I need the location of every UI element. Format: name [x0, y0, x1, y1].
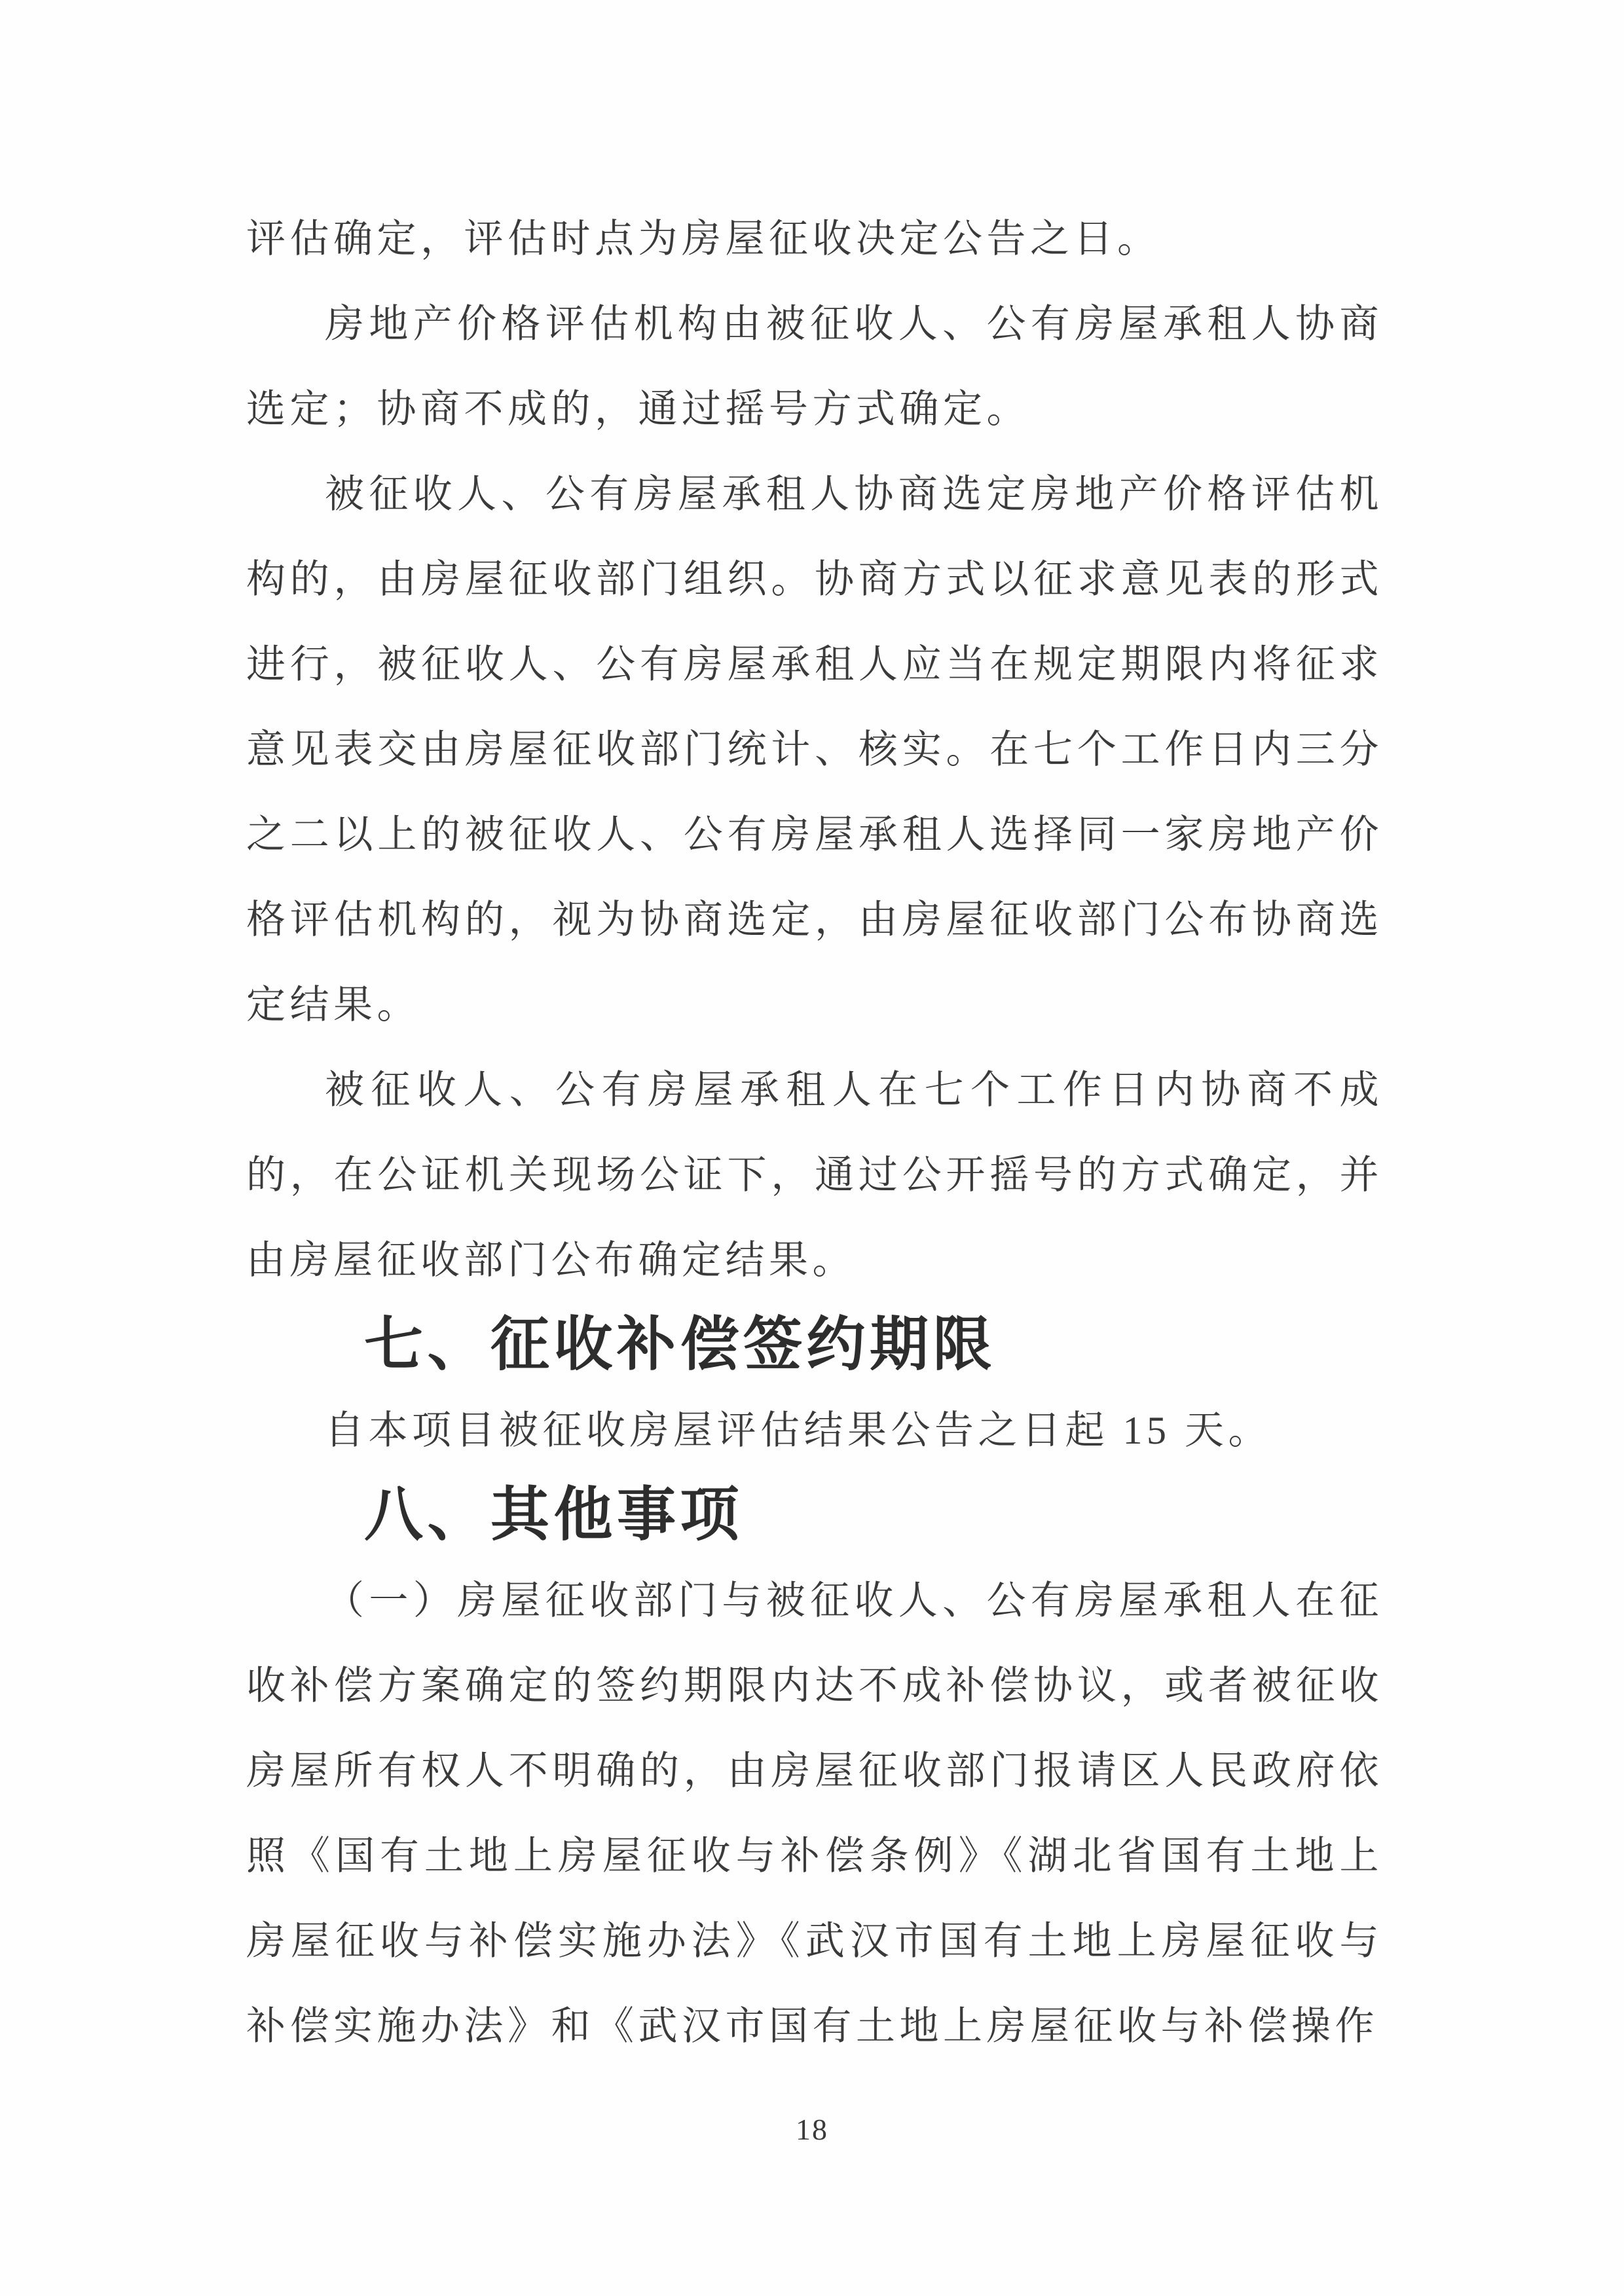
- paragraph-continued-from-previous-page: 评估确定，评估时点为房屋征收决定公告之日。: [246, 217, 1161, 261]
- paragraph-negotiated-selection-process: 被征收人、公有房屋承租人协商选定房地产价格评估机构的，由房屋征收部门组织。协商方式以征求意见表的形式进行，被征收人、公有房屋承租人应当在规定期限内将征求意见表交由房屋征收部门统计、核实。在七个工作日内三分之二以上的被征收人、公有房屋承租人选择同一家房地产价格评估机构的，视为协商选定，由房屋征收部门公布协商选定结果。: [246, 473, 1383, 1027]
- document-body: [246, 196, 1383, 2069]
- paragraph-lottery-fallback: 被征收人、公有房屋承租人在七个工作日内协商不成的，在公证机关现场公证下，通过公开摇号的方式确定，并由房屋征收部门公布确定结果。: [246, 1068, 1383, 1282]
- section-heading-eight-other-matters: 八、其他事项: [364, 1483, 743, 1548]
- page-footer: [0, 2112, 1624, 2147]
- paragraph-appraisal-agency-selection: 房地产价格评估机构由被征收人、公有房屋承租人协商选定；协商不成的，通过摇号方式确定。: [246, 302, 1383, 431]
- paragraph-deadline-15-days: 自本项目被征收房屋评估结果公告之日起 15 天。: [325, 1409, 1272, 1452]
- paragraph-other-matters-item-one: （一）房屋征收部门与被征收人、公有房屋承租人在征收补偿方案确定的签约期限内达不成补偿协议，或者被征收房屋所有权人不明确的，由房屋征收部门报请区人民政府依照《国有土地上房屋征收与补偿条例》《湖北省国有土地上房屋征收与补偿实施办法》《武汉市国有土地上房屋征收与补偿实施办法》和《武汉市国有土地上房屋征收与补偿操作: [246, 1579, 1383, 2048]
- section-heading-seven-signing-deadline: 七、征收补偿签约期限: [364, 1313, 996, 1377]
- page-number: 18: [796, 2113, 828, 2146]
